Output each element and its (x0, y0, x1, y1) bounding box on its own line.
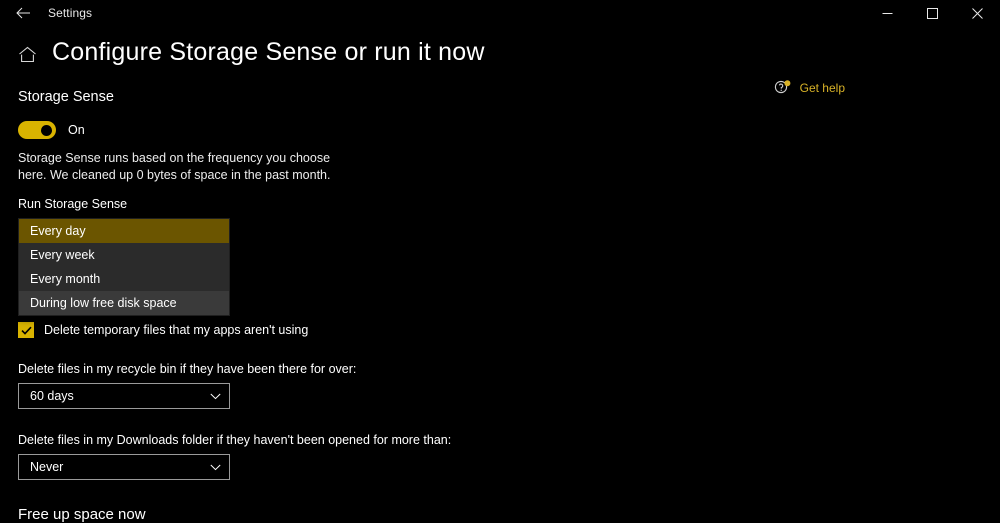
close-button[interactable] (955, 0, 1000, 26)
dropdown-option-every-day[interactable]: Every day (19, 219, 229, 243)
get-help-label: Get help (799, 80, 845, 95)
dropdown-option-low-disk-space[interactable]: During low free disk space (19, 291, 229, 315)
minimize-button[interactable] (865, 0, 910, 26)
maximize-button[interactable] (910, 0, 955, 26)
downloads-value: Never (30, 460, 64, 474)
chevron-down-icon (210, 464, 221, 471)
minimize-icon (882, 8, 893, 19)
page-header (0, 26, 1000, 67)
help-question-icon (774, 79, 791, 96)
close-icon (972, 8, 983, 19)
back-button[interactable] (0, 0, 46, 26)
recycle-bin-combobox[interactable] (18, 383, 230, 409)
toggle-state-label: On (68, 123, 85, 137)
run-storage-sense-dropdown[interactable] (18, 218, 230, 316)
temp-files-checkbox[interactable] (18, 322, 34, 338)
dropdown-option-every-month[interactable]: Every month (19, 267, 229, 291)
downloads-label: Delete files in my Downloads folder if they haven't been opened for more than: (18, 433, 452, 447)
storage-sense-toggle-row (18, 121, 1000, 139)
maximize-icon (927, 8, 938, 19)
title-bar (0, 0, 1000, 26)
caption-buttons (865, 0, 1000, 26)
downloads-combobox[interactable] (18, 454, 230, 480)
temp-files-checkbox-row[interactable] (18, 322, 1000, 338)
app-title: Settings (48, 6, 93, 20)
storage-sense-description: Storage Sense runs based on the frequency you choose here. We cleaned up 0 bytes of space in the past month. (18, 151, 331, 182)
toggle-knob (41, 125, 52, 136)
section-title: Storage Sense (18, 89, 114, 105)
free-up-space-heading: Free up space now (18, 506, 146, 523)
back-arrow-icon (16, 7, 31, 19)
temp-files-checkbox-label: Delete temporary files that my apps aren't using (44, 323, 309, 337)
run-storage-sense-label: Run Storage Sense (18, 197, 128, 211)
dropdown-option-every-week[interactable]: Every week (19, 243, 229, 267)
main-content (0, 67, 1000, 523)
recycle-bin-label: Delete files in my recycle bin if they have been there for over: (18, 362, 357, 376)
home-icon[interactable] (16, 44, 38, 66)
page-title: Configure Storage Sense or run it now (52, 38, 485, 66)
get-help-link[interactable] (774, 79, 845, 96)
storage-sense-toggle[interactable] (18, 121, 56, 139)
chevron-down-icon (210, 393, 221, 400)
recycle-bin-value: 60 days (30, 389, 74, 403)
